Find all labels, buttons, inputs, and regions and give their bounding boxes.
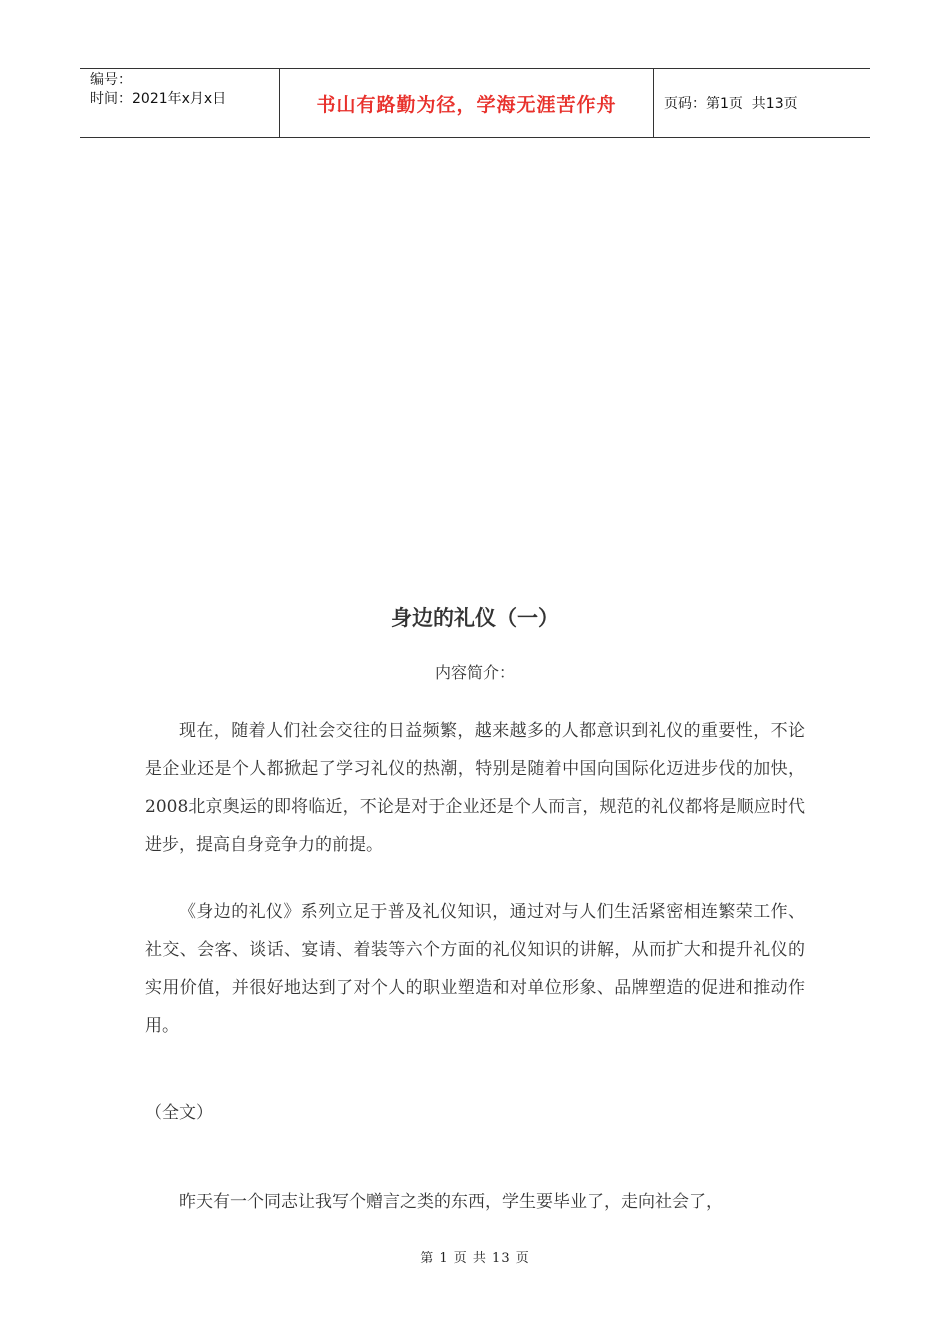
- intro-paragraph-2: 《身边的礼仪》系列立足于普及礼仪知识，通过对与人们生活紧密相连繁荣工作、社交、会客、谈话、宴请、着装等六个方面的礼仪知识的讲解，从而扩大和提升礼仪的实用价值，并很好地达到了对个人的职业塑造和对单位形象、品牌塑造的促进和推动作用。: [145, 902, 805, 1036]
- full-text-label: （全文）: [145, 1103, 213, 1123]
- header-meta: [80, 69, 280, 137]
- header-page-info: [654, 69, 870, 137]
- page-header: [80, 68, 870, 138]
- document-title: 身边的礼仪（一）: [391, 606, 559, 630]
- document-time-label: 时间：2021年x月x日: [90, 91, 227, 107]
- document-subtitle: 内容简介：: [434, 663, 515, 682]
- page-footer: 第 1 页 共 13 页: [420, 1251, 530, 1266]
- document-number-label: 编号：: [90, 72, 132, 88]
- header-motto: 书山有路勤为径，学海无涯苦作舟: [280, 69, 654, 137]
- intro-paragraph-1: 现在，随着人们社会交往的日益频繁，越来越多的人都意识到礼仪的重要性，不论是企业还是个人都掀起了学习礼仪的热潮，特别是随着中国向国际化迈进步伐的加快，2008北京奥运的即将临近，不论是对于企业还是个人而言，规范的礼仪都将是顺应时代进步，提高自身竞争力的前提。: [145, 721, 805, 855]
- body-paragraph-1: 昨天有一个同志让我写个赠言之类的东西，学生要毕业了，走向社会了，: [179, 1192, 723, 1212]
- header-page-info-text: 页码：第1页 共13页: [664, 96, 798, 112]
